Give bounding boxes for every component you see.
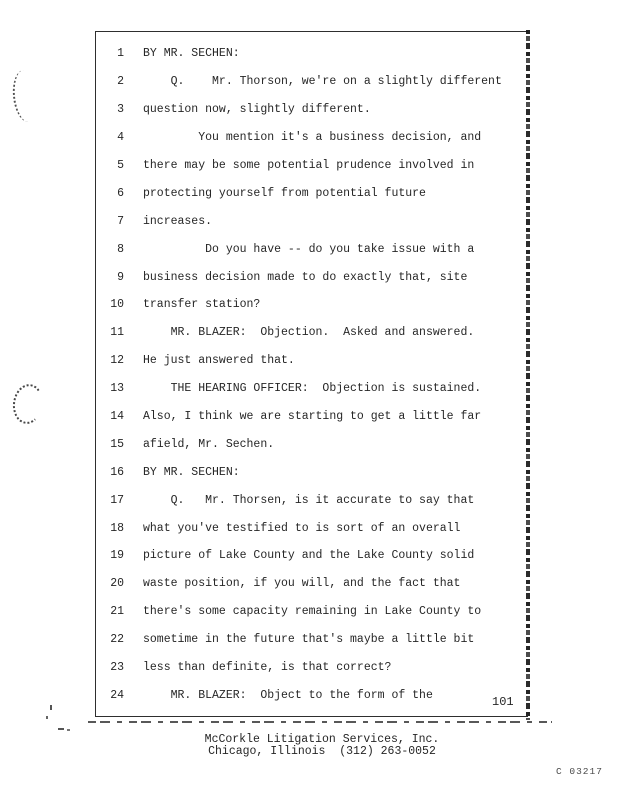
scan-artifact-arc <box>10 69 41 123</box>
line-text: Q. Mr. Thorson, we're on a slightly different <box>143 75 502 89</box>
transcript-line <box>96 235 528 263</box>
transcript-line <box>96 68 528 96</box>
transcript-line <box>96 375 528 403</box>
line-number: 2 <box>117 75 124 89</box>
line-number: 17 <box>110 493 124 507</box>
line-number: 3 <box>117 103 124 117</box>
transcript-line <box>96 152 528 180</box>
line-number: 13 <box>110 382 124 396</box>
line-text: BY MR. SECHEN: <box>143 465 240 479</box>
line-number: 24 <box>110 688 124 702</box>
transcript-line <box>96 319 528 347</box>
scan-artifact-bottom-line <box>88 721 552 723</box>
line-text: increases. <box>143 214 213 228</box>
line-number: 11 <box>110 326 124 340</box>
scan-artifact-hole-punch <box>10 382 45 426</box>
transcript-line <box>96 403 528 431</box>
transcript-line <box>96 179 528 207</box>
transcript-line <box>96 263 528 291</box>
line-number: 9 <box>117 270 124 284</box>
footer-location: Chicago, Illinois (312) 263-0052 <box>208 745 436 759</box>
line-text: Do you have -- do you take issue with a <box>143 242 475 256</box>
transcript-line <box>96 207 528 235</box>
transcript-line <box>96 430 528 458</box>
scan-artifact-speck <box>46 716 48 719</box>
transcript-line <box>96 570 528 598</box>
line-number: 7 <box>117 214 124 228</box>
line-number: 23 <box>110 661 124 675</box>
line-text: Q. Mr. Thorsen, is it accurate to say that <box>143 493 475 507</box>
line-number: 12 <box>110 354 124 368</box>
line-text: picture of Lake County and the Lake County solid <box>143 549 475 563</box>
line-text: sometime in the future that's maybe a little bit <box>143 633 475 647</box>
line-number: 20 <box>110 577 124 591</box>
line-text: afield, Mr. Sechen. <box>143 437 275 451</box>
line-number: 6 <box>117 186 124 200</box>
transcript-line <box>96 124 528 152</box>
line-text: He just answered that. <box>143 354 295 368</box>
line-text: Also, I think we are starting to get a little far <box>143 410 482 424</box>
scan-artifact-speck <box>58 728 64 730</box>
line-text: protecting yourself from potential future <box>143 186 426 200</box>
line-text: BY MR. SECHEN: <box>143 47 240 61</box>
transcript-line <box>96 542 528 570</box>
line-number: 16 <box>110 465 124 479</box>
transcript-line <box>96 96 528 124</box>
transcript-line <box>96 486 528 514</box>
transcript-line <box>96 626 528 654</box>
line-text: less than definite, is that correct? <box>143 661 392 675</box>
transcript-line <box>96 598 528 626</box>
line-number: 18 <box>110 521 124 535</box>
transcript-line <box>96 347 528 375</box>
reporter-footer <box>96 734 548 759</box>
transcript-line <box>96 514 528 542</box>
line-text: waste position, if you will, and the fact that <box>143 577 461 591</box>
line-number: 1 <box>117 47 124 61</box>
transcript-line <box>96 291 528 319</box>
bates-stamp: C 03217 <box>556 766 603 777</box>
line-number: 22 <box>110 633 124 647</box>
scan-artifact-right-edge <box>526 30 530 720</box>
transcript-page-frame <box>95 31 528 717</box>
footer-company: McCorkle Litigation Services, Inc. <box>204 733 440 746</box>
line-text: transfer station? <box>143 298 261 312</box>
page-number: 101 <box>492 695 514 709</box>
line-text: there's some capacity remaining in Lake County to <box>143 605 482 619</box>
line-number: 15 <box>110 437 124 451</box>
line-number: 10 <box>110 298 124 312</box>
line-text: question now, slightly different. <box>143 103 371 117</box>
line-number: 14 <box>110 410 124 424</box>
line-number: 8 <box>117 242 124 256</box>
line-text: there may be some potential prudence involved in <box>143 159 475 172</box>
transcript-line <box>96 681 528 709</box>
line-number: 21 <box>110 605 124 619</box>
line-text: what you've testified to is sort of an overall <box>143 521 461 535</box>
line-text: business decision made to do exactly that, site <box>143 270 468 284</box>
scan-artifact-speck <box>50 705 52 710</box>
line-text: You mention it's a business decision, and <box>143 131 482 145</box>
line-number: 4 <box>117 131 124 145</box>
line-text: MR. BLAZER: Objection. Asked and answered. <box>143 326 475 340</box>
line-text: MR. BLAZER: Object to the form of the <box>143 688 433 702</box>
transcript-line <box>96 40 528 68</box>
line-number: 5 <box>117 159 124 172</box>
transcript-line <box>96 654 528 682</box>
transcript-lines <box>96 32 528 709</box>
scan-artifact-speck <box>67 729 70 731</box>
transcript-line <box>96 458 528 486</box>
line-number: 19 <box>110 549 124 563</box>
line-text: THE HEARING OFFICER: Objection is sustained. <box>143 382 482 396</box>
